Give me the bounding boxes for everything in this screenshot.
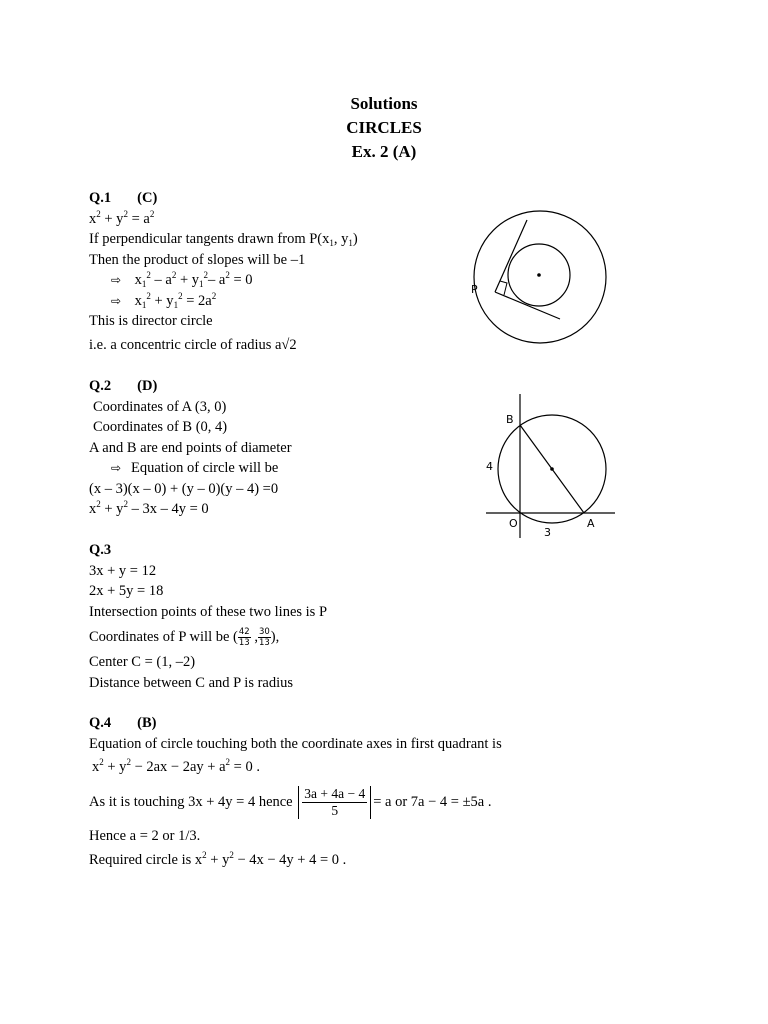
q1-label-p: P	[471, 283, 478, 296]
q2-line-equation-will-be: ⇨ Equation of circle will be	[89, 458, 509, 479]
q1-derivation-2: ⇨ $x_1^2 + y_1^2 = 2a^2$	[111, 290, 217, 310]
q3-header: Q.3	[89, 542, 112, 558]
question-2	[89, 376, 509, 520]
q3-line-radius: Distance between C and P is radius	[89, 674, 294, 691]
q1-tangent-1	[495, 220, 527, 292]
question-4	[89, 713, 609, 873]
q2-label-3: 3	[544, 526, 551, 539]
q3-line-center: Center C = (1, –2)	[89, 654, 196, 670]
q1-answer: (C)	[137, 190, 158, 206]
q1-outer-circle	[474, 211, 606, 343]
q2-coord-b: Coordinates of B (0, 4)	[93, 419, 228, 435]
q3-fraction-x: $\frac{42}{13}$	[238, 627, 250, 649]
q2-line-result: $x^2 + y^2 - 3x - 4y = 0$	[89, 499, 209, 517]
q4-line-values: Hence a = 2 or 1/3.	[89, 828, 201, 844]
q1-equation: $x^2 + y^2 = a^2$	[89, 208, 155, 227]
q2-coord-a: Coordinates of A (3, 0)	[93, 398, 227, 415]
q3-line-intersection: Intersection points of these two lines is P	[89, 603, 328, 620]
q2-label: Q.2	[89, 378, 112, 394]
q2-line-product-form: (x – 3)(x – 0) + (y – 0)(y – 4) =0	[89, 480, 279, 497]
q2-line-diameter: A and B are end points of diameter	[89, 439, 292, 456]
question-1	[89, 188, 509, 355]
q2-label-o: O	[509, 517, 518, 530]
q4-line-statement: Equation of circle touching both the coordinate axes in first quadrant is	[89, 735, 502, 752]
q3-eq-1: 3x + y = 12	[89, 562, 157, 579]
implies-arrow-icon: ⇨	[111, 273, 122, 287]
q1-center-dot	[537, 273, 541, 277]
title-exercise: Ex. 2 (A)	[351, 142, 417, 161]
title-solutions: Solutions	[350, 94, 418, 113]
q1-figure	[465, 205, 615, 345]
q4-header	[89, 713, 609, 734]
q2-label-b: B	[506, 413, 514, 426]
implies-arrow-icon: ⇨	[111, 293, 122, 308]
q4-label: Q.4	[89, 715, 112, 731]
q1-line-product: Then the product of slopes will be –1	[89, 251, 306, 268]
implies-arrow-icon: ⇨	[111, 461, 122, 475]
q4-line-touching: As it is touching 3x + 4y = 4 hence $\frac{3a + 4a - 4}{5}$ = a or 7a − 4 = ±5a .	[89, 786, 492, 819]
q2-header	[89, 376, 509, 397]
q1-tangent-2	[495, 292, 560, 319]
q2-answer: (D)	[137, 378, 158, 394]
q4-answer: (B)	[137, 715, 157, 731]
title-circles: CIRCLES	[346, 118, 422, 137]
q4-line-general-eq: $x^2 + y^2 - 2ax - 2ay + a^2 = 0$ .	[92, 757, 260, 775]
q3-fraction-y: $\frac{30}{13}$	[258, 627, 270, 649]
q1-derivation-1: ⇨ $x_1^2 - a^2 + y_1^2-$ $a^2 = 0$	[111, 270, 253, 289]
q4-line-required: Required circle is $x^2 + y^2 - 4x - 4y + 4 = 0$ .	[89, 849, 347, 868]
q2-center-dot	[550, 467, 554, 471]
q4-absolute-fraction: $\frac{3a + 4a - 4}{5}$	[298, 786, 371, 819]
q1-label: Q.1	[89, 190, 112, 206]
q1-line-director: This is director circle	[89, 313, 213, 329]
question-3	[89, 540, 509, 693]
page-title	[0, 92, 768, 164]
q3-line-coordinates: Coordinates of P will be ( $\frac{42}{13}$ , $\frac{30}{13}$ ),	[89, 627, 280, 649]
q2-figure	[480, 390, 620, 545]
q1-line-radius: i.e. a concentric circle of radius a√2	[89, 336, 297, 353]
q1-line-perpendicular: If perpendicular tangents drawn from $P(x_1$, $y_1$)	[89, 231, 358, 248]
q2-label-a: A	[587, 517, 595, 530]
q2-label-4: 4	[486, 460, 493, 473]
q1-right-angle-mark	[500, 281, 507, 295]
q1-header	[89, 188, 509, 209]
q3-eq-2: 2x + 5y = 18	[89, 583, 164, 599]
